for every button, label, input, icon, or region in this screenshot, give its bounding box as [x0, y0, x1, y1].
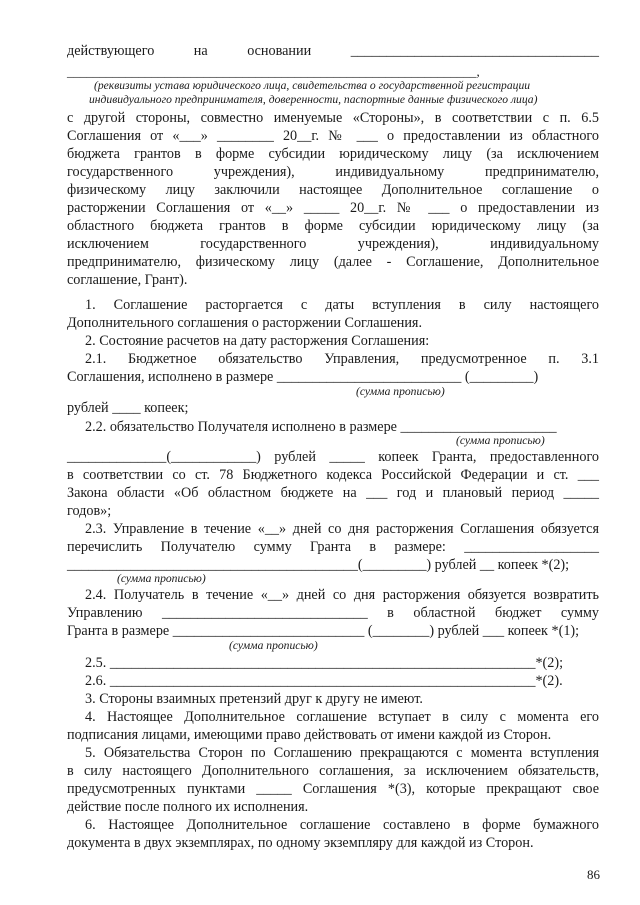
- clause-2-3-line-3: _________________________________________(_________) рублей __ копеек *(2);: [67, 557, 570, 573]
- requisites-note-2: индивидуального предпринимателя, доверенности, паспортные данные физического лица): [89, 93, 538, 106]
- clause-2-3-line-2: перечислить Получателю сумму Гранта в размере: ___________________: [67, 539, 599, 555]
- clause-2-6: 2.6. ____________________________________________________________*(2).: [85, 673, 563, 689]
- sum-in-words-note: (сумма прописью): [229, 639, 318, 652]
- requisites-note-1: (реквизиты устава юридического лица, свидетельства о государственной регистрации: [94, 79, 531, 92]
- sum-in-words-note: (сумма прописью): [117, 572, 206, 585]
- basis-blank-line: _______________________________________________________________,: [67, 64, 480, 79]
- clause-5-line-3: предусмотренных пунктами _____ Соглашения *(3), которые прекращают свое: [67, 781, 599, 797]
- clause-2-2-line-3: в соответствии со ст. 78 Бюджетного кодекса Российской Федерации и ст. ___: [67, 467, 599, 483]
- clause-3: 3. Стороны взаимных претензий друг к другу не имеют.: [85, 691, 423, 707]
- sum-in-words-note: (сумма прописью): [356, 385, 445, 398]
- clause-2-4-line-1: 2.4. Получатель в течение «__» дней со дня расторжения обязуется возвратить: [85, 587, 599, 603]
- page-number: 86: [587, 867, 600, 882]
- clause-2-5: 2.5. ____________________________________________________________*(2);: [85, 655, 564, 671]
- clause-6-line-1: 6. Настоящее Дополнительное соглашение составлено в форме бумажного: [85, 817, 599, 833]
- sum-in-words-note: (сумма прописью): [456, 434, 545, 447]
- clause-2-2-line-4: Закона области «Об областном бюджете на ___ год и плановый период _____: [67, 485, 599, 501]
- paragraph-line: соглашение, Грант).: [67, 272, 188, 288]
- clause-2-2-line-2: ______________(____________) рублей _____ копеек Гранта, предоставленного: [67, 449, 599, 465]
- paragraph-line: физическому лицу заключили настоящее Дополнительное соглашение о: [67, 182, 599, 198]
- clause-2-2-line-5: годов»;: [67, 503, 112, 519]
- clause-2-4-line-3: Гранта в размере ___________________________ (________) рублей ___ копеек *(1);: [67, 623, 580, 639]
- basis-line: действующего на основании ___________________________________: [67, 43, 599, 59]
- clause-2-1-line-2: Соглашения, исполнено в размере __________________________ (_________): [67, 369, 539, 385]
- paragraph-line: государственного учреждения), индивидуальному предпринимателю,: [67, 164, 599, 180]
- paragraph-line: областного бюджета грантов в форме субсидии юридическому лицу (за: [67, 218, 599, 234]
- clause-4-line-1: 4. Настоящее Дополнительное соглашение вступает в силу с момента его: [85, 709, 599, 725]
- paragraph-line: исключением государственного учреждения), индивидуальному: [67, 236, 599, 252]
- paragraph-line: бюджета грантов в форме субсидии юридическому лицу (за исключением: [67, 146, 599, 162]
- clause-5-line-4: действие после полного их исполнения.: [67, 799, 309, 815]
- clause-4-line-2: подписания лицами, имеющими право действовать от имени каждой из Сторон.: [67, 727, 552, 743]
- clause-2-3-line-1: 2.3. Управление в течение «__» дней со дня расторжения Соглашения обязуется: [85, 521, 599, 537]
- clause-2-1-line-3: рублей ____ копеек;: [67, 400, 189, 416]
- paragraph-line: с другой стороны, совместно именуемые «Стороны», в соответствии с п. 6.5: [67, 110, 599, 126]
- clause-1-line-1: 1. Соглашение расторгается с даты вступления в силу настоящего: [85, 297, 599, 313]
- paragraph-line: расторжении Соглашения от «__» _____ 20__г. № ___ о предоставлении из: [67, 200, 599, 216]
- clause-1-line-2: Дополнительного соглашения о расторжении Соглашения.: [67, 315, 422, 331]
- clause-2-2-line-1: 2.2. обязательство Получателя исполнено в размере ______________________: [85, 419, 557, 435]
- paragraph-line: предпринимателю, физическому лицу (далее - Соглашение, Дополнительное: [67, 254, 599, 270]
- clause-6-line-2: документа в двух экземплярах, по одному экземпляру для каждой из Сторон.: [67, 835, 534, 851]
- clause-2-4-line-2: Управлению _____________________________ в областной бюджет сумму: [67, 605, 599, 621]
- clause-2-heading: 2. Состояние расчетов на дату расторжения Соглашения:: [85, 333, 430, 349]
- paragraph-line: Соглашения от «___» ________ 20__г. № ___ о предоставлении из областного: [67, 128, 599, 144]
- clause-2-1-line-1: 2.1. Бюджетное обязательство Управления, предусмотренное п. 3.1: [85, 351, 599, 367]
- clause-5-line-2: в силу настоящего Дополнительного соглашения, за исключением обязательств,: [67, 763, 599, 779]
- clause-5-line-1: 5. Обязательства Сторон по Соглашению прекращаются с момента вступления: [85, 745, 599, 761]
